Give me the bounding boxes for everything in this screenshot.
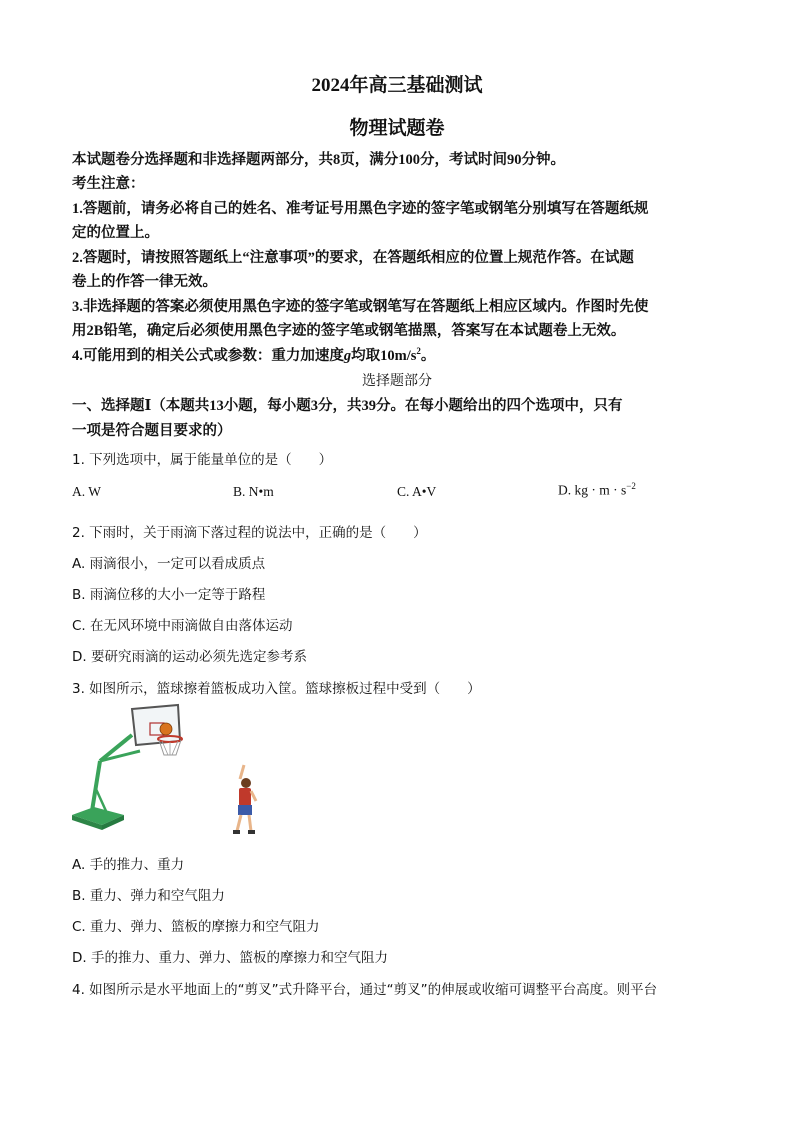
- part1-heading-line-1: 一、选择题Ⅰ（本题共13小题，每小题3分，共39分。在每小题给出的四个选项中，只有: [72, 398, 623, 414]
- q1-option-d: [558, 481, 636, 499]
- q1-stem: 1. 下列选项中，属于能量单位的是（ ）: [72, 452, 333, 468]
- q2-option-c: C. 在无风环境中雨滴做自由落体运动: [72, 618, 293, 634]
- part1-heading-line-2: 一项是符合题目要求的）: [72, 423, 232, 439]
- intro-text: 本试题卷分选择题和非选择题两部分，共8页，满分100分，考试时间90分钟。: [72, 152, 565, 168]
- q3-stem: 3. 如图所示，篮球擦着篮板成功入筐。篮球擦板过程中受到（ ）: [72, 681, 481, 697]
- q2-option-d: D. 要研究雨滴的运动必须先选定参考系: [72, 649, 307, 665]
- instruction-2-line-1: 2.答题时，请按照答题纸上“注意事项”的要求，在答题纸相应的位置上规范作答。在试题: [72, 250, 634, 266]
- backboard: [132, 705, 180, 745]
- q4-stem: 4. 如图所示是水平地面上的“剪叉”式升降平台，通过“剪叉”的伸展或收缩可调整平台高度。则平台: [72, 982, 658, 998]
- exam-subtitle: 物理试题卷: [349, 118, 445, 139]
- section-heading: 选择题部分: [362, 374, 432, 389]
- instruction-4-end: 。: [420, 348, 436, 364]
- gravity-symbol: g: [343, 348, 352, 364]
- instruction-4-suffix: 均取10m/s: [351, 348, 417, 364]
- q2-stem: 2. 下雨时，关于雨滴下落过程的说法中，正确的是（ ）: [72, 525, 427, 541]
- notice-heading: 考生注意：: [72, 176, 145, 192]
- q3-option-b: B. 重力、弹力和空气阻力: [72, 888, 225, 904]
- q3-option-a: A. 手的推力、重力: [72, 857, 185, 873]
- instruction-4: [72, 344, 435, 365]
- instruction-1-line-1: 1.答题前，请务必将自己的姓名、准考证号用黑色字迹的签字笔或钢笔分别填写在答题纸规: [72, 201, 649, 217]
- q2-option-a: A. 雨滴很小，一定可以看成质点: [72, 556, 266, 572]
- hoop-stand: [72, 735, 140, 830]
- q1-option-d-exponent: −2: [626, 481, 636, 491]
- q3-option-d: D. 手的推力、重力、弹力、篮板的摩擦力和空气阻力: [72, 950, 388, 966]
- q1-option-c: C. A•V: [397, 484, 437, 499]
- exam-title: 2024年高三基础测试: [311, 75, 483, 96]
- instruction-2-line-2: 卷上的作答一律无效。: [72, 274, 217, 290]
- instruction-4-exponent: 2: [416, 346, 421, 357]
- instruction-3-line-2: 用2B铅笔，确定后必须使用黑色字迹的签字笔或钢笔描黑，答案写在本试题卷上无效。: [72, 323, 626, 339]
- q1-option-a: A. W: [72, 484, 101, 499]
- instruction-1-line-2: 定的位置上。: [72, 225, 159, 241]
- basketball-figure: [70, 703, 270, 843]
- q2-option-b: B. 雨滴位移的大小一定等于路程: [72, 587, 266, 603]
- q1-option-d-text: D. kg · m · s: [558, 482, 627, 498]
- instruction-3-line-1: 3.非选择题的答案必须使用黑色字迹的签字笔或钢笔写在答题纸上相应区域内。作图时先使: [72, 299, 649, 315]
- basketball-icon: [160, 723, 172, 735]
- q3-option-c: C. 重力、弹力、篮板的摩擦力和空气阻力: [72, 919, 320, 935]
- player-figure: [233, 765, 256, 834]
- instruction-4-prefix: 4.可能用到的相关公式或参数：重力加速度: [72, 348, 344, 364]
- q1-option-b: B. N•m: [233, 484, 274, 499]
